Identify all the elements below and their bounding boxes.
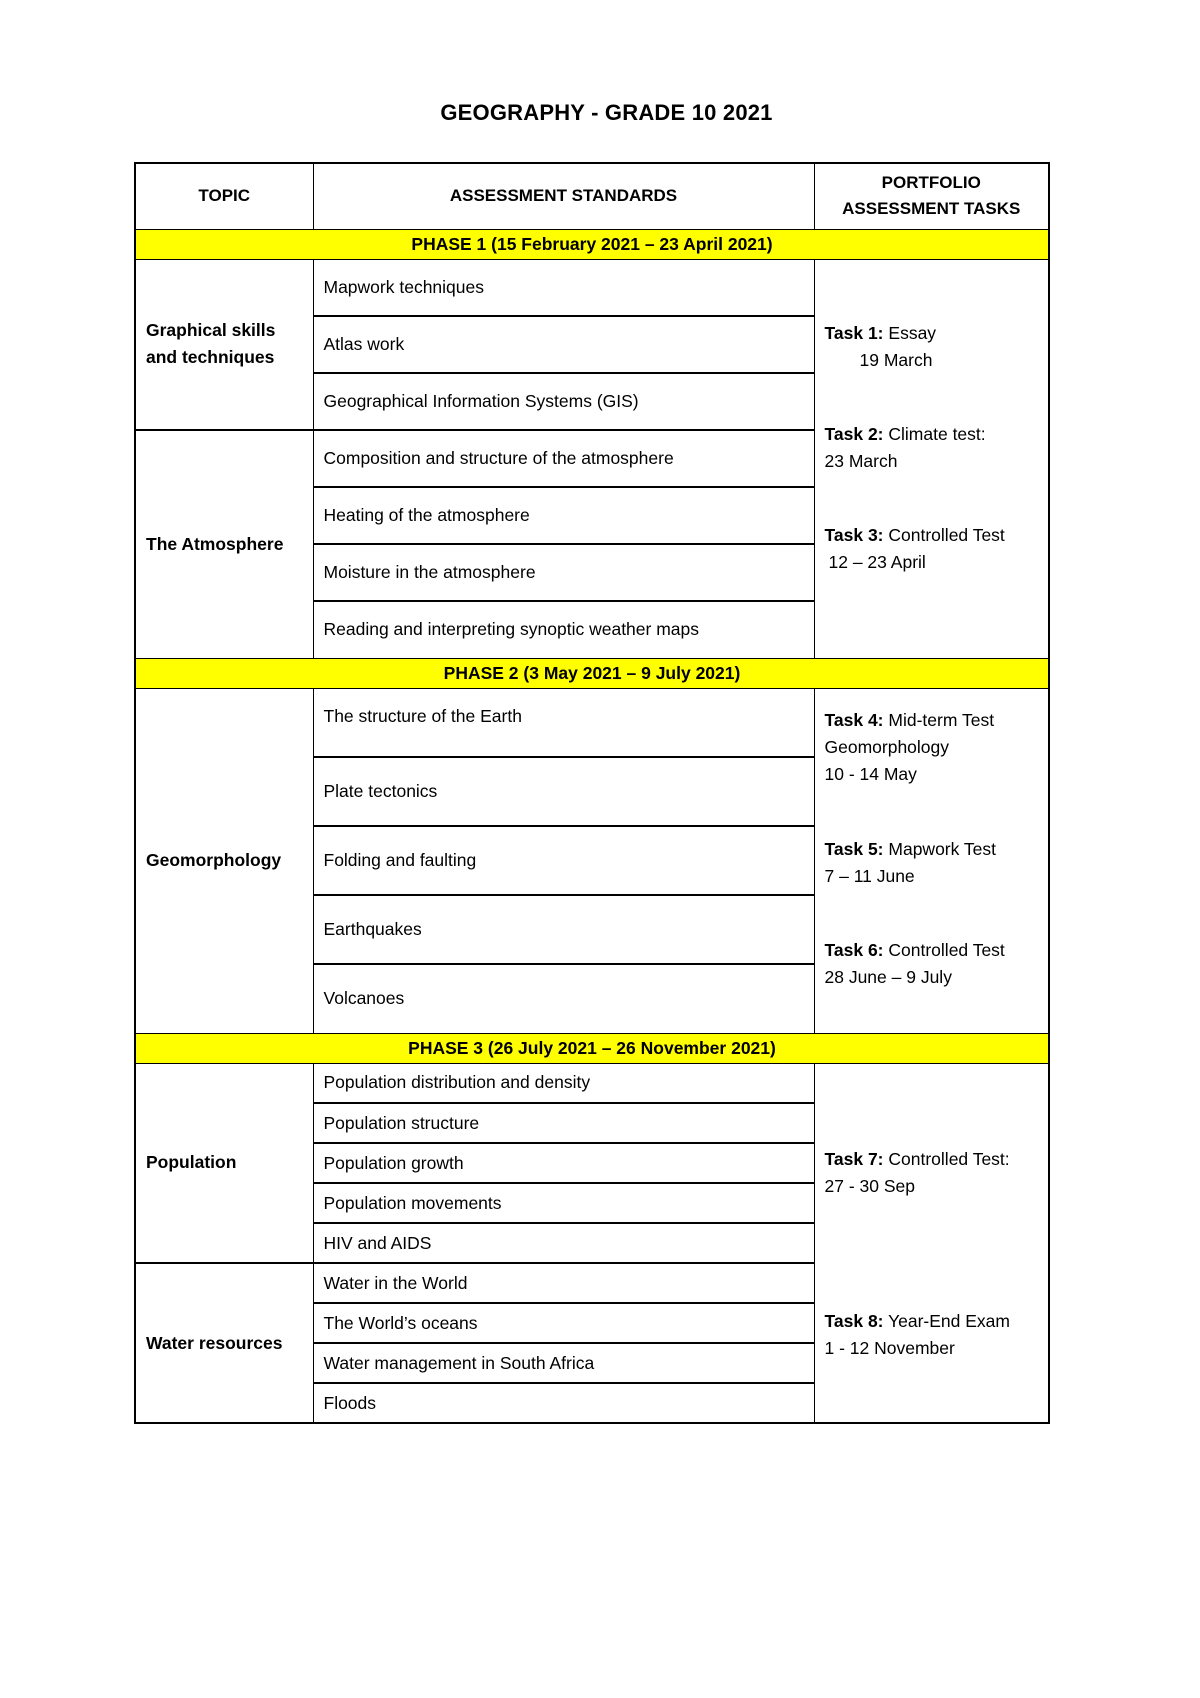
topic-cell	[135, 259, 313, 430]
task-label: Task 8:	[824, 1310, 884, 1331]
topic-cell	[135, 1263, 313, 1423]
topic-label: The Atmosphere	[146, 533, 284, 554]
task-label: Task 6:	[824, 939, 884, 960]
tasks-cell	[814, 1063, 1049, 1423]
task-name: Controlled Test:	[888, 1148, 1010, 1169]
standard-cell: The structure of the Earth	[313, 688, 814, 757]
standard-cell: Population growth	[313, 1143, 814, 1183]
standard-cell: Moisture in the atmosphere	[313, 544, 814, 601]
task-detail: 1 - 12 November	[824, 1337, 955, 1358]
task-item	[825, 707, 1039, 788]
standard-cell: Volcanoes	[313, 964, 814, 1033]
task-item	[825, 836, 1039, 890]
task-detail: 12 – 23 April	[828, 551, 926, 572]
topic-label: Water resources	[146, 1332, 283, 1353]
standard-cell: Reading and interpreting synoptic weather maps	[313, 601, 814, 658]
topic-label: and techniques	[146, 347, 275, 368]
phase-row	[135, 229, 1049, 259]
task-item	[825, 1146, 1039, 1200]
standard-cell: Water in the World	[313, 1263, 814, 1303]
task-item	[825, 320, 1039, 374]
standard-cell: Population movements	[313, 1183, 814, 1223]
standard-cell: Floods	[313, 1383, 814, 1423]
task-detail: 23 March	[824, 450, 898, 471]
table-row	[135, 688, 1049, 757]
standard-cell: Water management in South Africa	[313, 1343, 814, 1383]
task-name: Climate test:	[888, 423, 986, 444]
phase-label: PHASE 3 (26 July 2021 – 26 November 2021)	[135, 1033, 1049, 1063]
task-item	[825, 421, 1039, 475]
task-label: Task 5:	[824, 838, 884, 859]
task-label: Task 4:	[824, 709, 884, 730]
task-name: Controlled Test	[888, 939, 1005, 960]
topic-label: Geomorphology	[146, 850, 282, 870]
tasks-cell	[814, 688, 1049, 1033]
task-item	[825, 1308, 1039, 1362]
header-standards: ASSESSMENT STANDARDS	[313, 163, 814, 229]
tasks-cell	[814, 259, 1049, 658]
standard-cell: Atlas work	[313, 316, 814, 373]
table-row	[135, 259, 1049, 316]
task-label: Task 2:	[824, 423, 884, 444]
phase-label: PHASE 1 (15 February 2021 – 23 April 2021)	[135, 229, 1049, 259]
standard-cell: Population distribution and density	[313, 1063, 814, 1103]
standard-cell: Plate tectonics	[313, 757, 814, 826]
standard-cell: Mapwork techniques	[313, 259, 814, 316]
phase-row	[135, 658, 1049, 688]
standard-cell: Heating of the atmosphere	[313, 487, 814, 544]
header-portfolio-line1: PORTFOLIO	[881, 173, 981, 193]
topic-label: Population	[146, 1152, 237, 1173]
task-label: Task 3:	[824, 524, 884, 545]
standard-cell: HIV and AIDS	[313, 1223, 814, 1263]
standard-cell: Composition and structure of the atmosphere	[313, 430, 814, 487]
standard-cell: The World’s oceans	[313, 1303, 814, 1343]
schedule-table	[134, 162, 1050, 1424]
task-name: Mid-term Test	[888, 709, 995, 730]
standard-cell: Earthquakes	[313, 895, 814, 964]
topic-cell	[135, 430, 313, 658]
standard-cell: Population structure	[313, 1103, 814, 1143]
task-detail: 27 - 30 Sep	[824, 1175, 915, 1196]
standard-cell: Geographical Information Systems (GIS)	[313, 373, 814, 430]
task-label: Task 1:	[824, 322, 884, 343]
task-item	[825, 937, 1039, 991]
header-topic: TOPIC	[135, 163, 313, 229]
task-name: Controlled Test	[888, 524, 1005, 545]
standard-cell: Folding and faulting	[313, 826, 814, 895]
topic-cell	[135, 688, 313, 1033]
task-detail: 28 June – 9 July	[824, 966, 952, 987]
phase-row	[135, 1033, 1049, 1063]
header-portfolio	[814, 163, 1049, 229]
table-row	[135, 1063, 1049, 1103]
topic-label: Graphical skills	[146, 320, 276, 341]
task-detail: 19 March	[859, 349, 933, 370]
header-row	[135, 163, 1049, 229]
task-detail: 10 - 14 May	[824, 763, 917, 784]
phase-label: PHASE 2 (3 May 2021 – 9 July 2021)	[135, 658, 1049, 688]
header-portfolio-line2: ASSESSMENT TASKS	[842, 199, 1021, 219]
task-item	[825, 522, 1039, 576]
topic-cell	[135, 1063, 313, 1263]
task-name: Mapwork Test	[888, 838, 997, 859]
task-label: Task 7:	[824, 1148, 884, 1169]
task-detail: 7 – 11 June	[824, 865, 915, 886]
page-title: GEOGRAPHY - GRADE 10 2021	[440, 100, 773, 125]
task-detail: Geomorphology	[824, 736, 950, 757]
task-name: Essay	[888, 322, 937, 343]
task-name: Year-End Exam	[888, 1310, 1010, 1331]
